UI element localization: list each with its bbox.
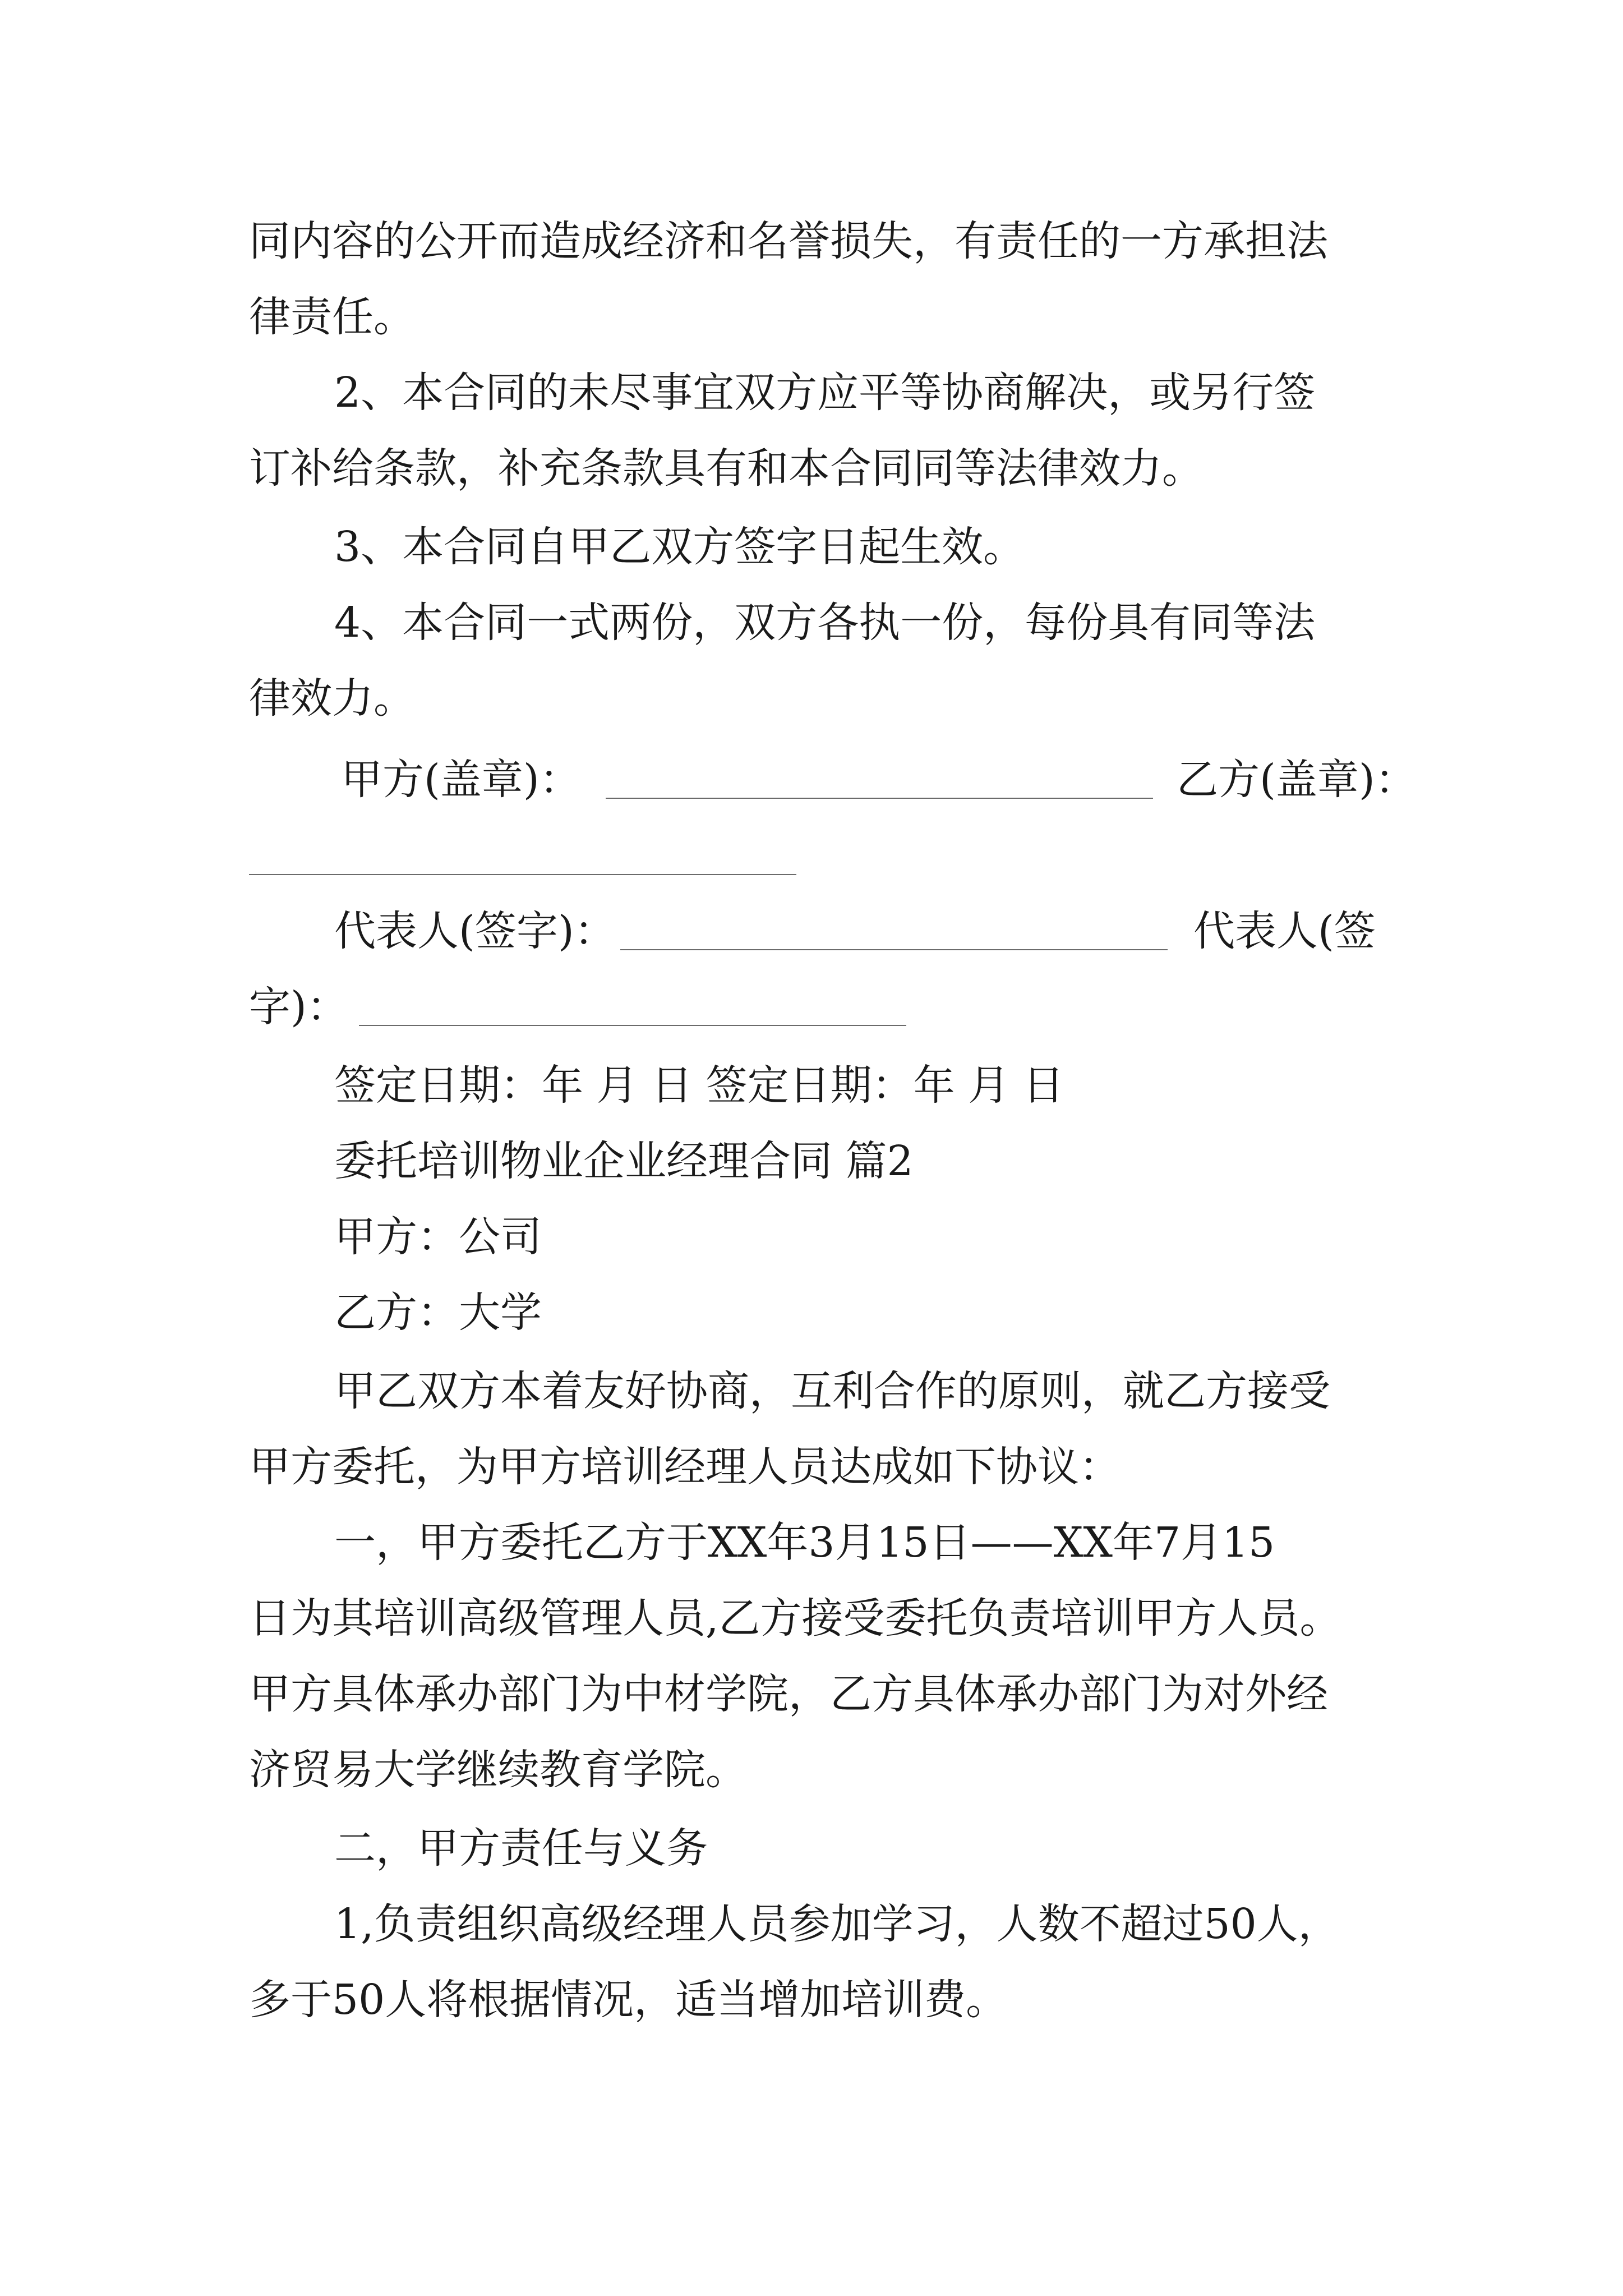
representative-signature-line bbox=[334, 903, 1602, 959]
paragraph-line: 甲乙双方本着友好协商，互利合作的原则，就乙方接受 bbox=[334, 1367, 1330, 1415]
party-b-rep-label-part2: 字)： bbox=[249, 983, 348, 1031]
section-title: 委托培训物业企业经理合同 篇2 bbox=[334, 1137, 914, 1185]
party-b-rep-label-part1: 代表人(签 bbox=[1193, 907, 1376, 955]
paragraph-line: 订补给条款，补充条款具有和本合同同等法律效力。 bbox=[249, 444, 1204, 493]
paragraph-line: 甲方委托，为甲方培训经理人员达成如下协议： bbox=[249, 1443, 1121, 1491]
party-b-seal-label: 乙方(盖章)： bbox=[1177, 756, 1417, 804]
paragraph-line: 济贸易大学继续教育学院。 bbox=[249, 1746, 747, 1794]
seal-signature-line bbox=[341, 752, 1608, 808]
party-a-rep-label: 代表人(签字)： bbox=[334, 907, 616, 955]
party-a-line: 甲方：公司 bbox=[334, 1213, 542, 1261]
party-a-seal-label: 甲方(盖章)： bbox=[341, 756, 581, 804]
paragraph-line: 4、本合同一式两份，双方各执一份，每份具有同等法 bbox=[334, 599, 1316, 647]
paragraph-line: 一，甲方委托乙方于XX年3月15日——XX年7月15 bbox=[334, 1519, 1275, 1567]
representative-signature-line-cont bbox=[249, 979, 978, 1035]
paragraph-line: 多于50人将根据情况，适当增加培训费。 bbox=[249, 1976, 1008, 2024]
paragraph-line: 甲方具体承办部门为中材学院，乙方具体承办部门为对外经 bbox=[249, 1670, 1328, 1718]
party-b-rep-blank[interactable] bbox=[359, 1025, 906, 1026]
paragraph-line: 3、本合同自甲乙双方签字日起生效。 bbox=[334, 523, 1025, 571]
paragraph-line: 1,负责组织高级经理人员参加学习，人数不超过50人， bbox=[334, 1900, 1340, 1948]
party-b-seal-blank[interactable] bbox=[249, 874, 796, 875]
paragraph-line: 律责任。 bbox=[249, 293, 415, 341]
sign-date-line: 签定日期：年 月 日 签定日期：年 月 日 bbox=[334, 1061, 1064, 1110]
party-b-line: 乙方：大学 bbox=[334, 1289, 542, 1337]
paragraph-line: 同内容的公开而造成经济和名誉损失，有责任的一方承担法 bbox=[249, 217, 1328, 265]
paragraph-line: 律效力。 bbox=[249, 674, 415, 723]
paragraph-line: 日为其培训高级管理人员,乙方接受委托负责培训甲方人员。 bbox=[249, 1594, 1341, 1642]
party-a-seal-blank[interactable] bbox=[606, 798, 1153, 799]
subsection-heading: 二，甲方责任与义务 bbox=[334, 1824, 708, 1872]
paragraph-line: 2、本合同的未尽事宜双方应平等协商解决，或另行签 bbox=[334, 369, 1316, 417]
party-a-rep-blank[interactable] bbox=[620, 949, 1168, 950]
